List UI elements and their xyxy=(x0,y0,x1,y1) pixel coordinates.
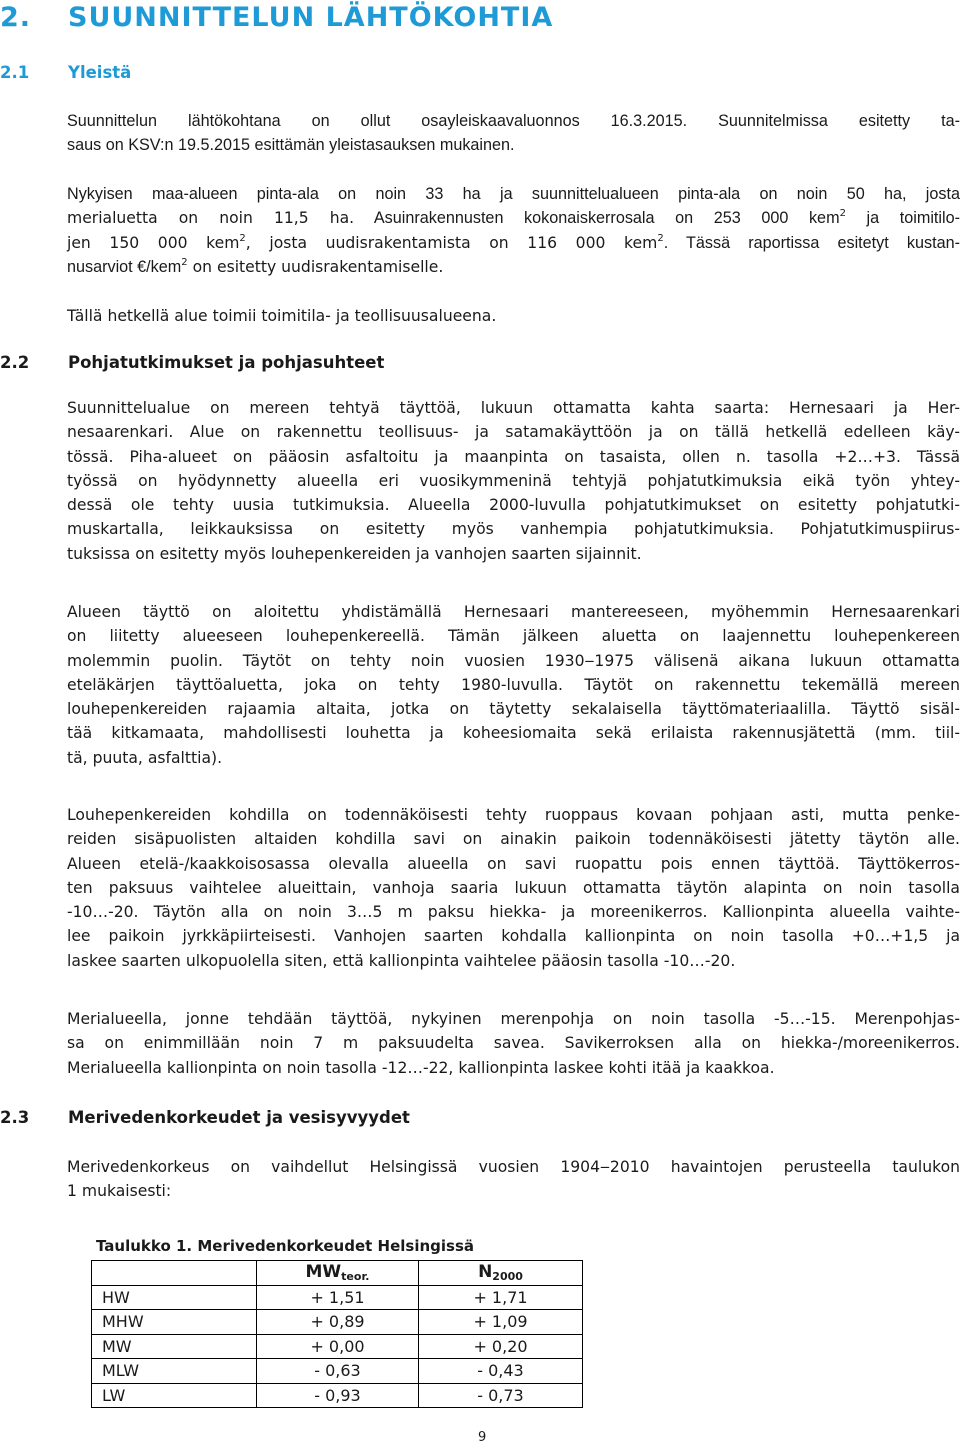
header-cell-empty xyxy=(92,1261,257,1286)
paragraph-2-1-2 xyxy=(67,182,960,279)
cell-n2000: - 0,43 xyxy=(419,1359,583,1384)
paragraph-2-2-4 xyxy=(67,1007,960,1080)
text-line: muskartalla, leikkauksissa on esitetty myös vanhempia pohjatutkimuksia. Pohjatutkimuspiirus- xyxy=(67,520,960,539)
text-line: Tällä hetkellä alue toimii toimitila- ja teollisuusalueena. xyxy=(67,307,497,325)
text-line: laskee saarten ulkopuolella siten, että kallionpinta vaihtelee pääosin tasolla -10…-20. xyxy=(67,951,736,970)
cell-n2000: + 1,09 xyxy=(419,1310,583,1335)
text-fragment: . Tässä raportissa esitetyt kustan- xyxy=(663,233,960,252)
row-label: MLW xyxy=(92,1359,257,1384)
chapter-title: SUUNNITTELUN LÄHTÖKOHTIA xyxy=(68,2,554,33)
text-line: Alueen täyttö on aloitettu yhdistämällä Hernesaari mantereeseen, myöhemmin Hernesaarenkari xyxy=(67,603,960,621)
superscript: 2 xyxy=(181,256,188,268)
page-number: 9 xyxy=(478,1430,487,1445)
cell-teor: - 0,63 xyxy=(257,1359,419,1384)
text-line: on liitetty alueeseen louhepenkereellä. Tämän jälkeen aluetta on laajennettu louhepenkereen xyxy=(67,627,960,646)
text-line: 1 mukaisesti: xyxy=(67,1182,172,1201)
text-fragment: nusarviot €/kem xyxy=(67,257,182,276)
paragraph-2-1-1 xyxy=(67,109,960,158)
section-number: 2.1 xyxy=(0,63,30,82)
paragraph-2-1-3 xyxy=(67,304,960,328)
cell-teor: - 0,93 xyxy=(257,1383,419,1408)
superscript: 2 xyxy=(657,232,664,244)
row-label: HW xyxy=(92,1285,257,1310)
text-fragment: merialuetta on noin 11,5 ha. xyxy=(67,209,355,228)
table-row xyxy=(92,1310,583,1335)
text-line: -10…-20. Täytön alla on noin 3…5 m paksu hiekka- ja moreenikerros. Kallionpinta alueella vaihte- xyxy=(67,903,960,922)
paragraph-2-2-1 xyxy=(67,396,960,566)
section-title: Pohjatutkimukset ja pohjasuhteet xyxy=(68,353,385,372)
table-header-row xyxy=(92,1261,583,1286)
cell-teor: + 0,89 xyxy=(257,1310,419,1335)
text-fragment: Asuinrakennusten kokonaiskerrosala on 253 000 kem xyxy=(354,209,840,228)
header-cell-mw-teor xyxy=(257,1261,419,1286)
table-row xyxy=(92,1334,583,1359)
section-heading-2-1 xyxy=(0,63,131,82)
paragraph-2-2-2 xyxy=(67,600,960,770)
text-line xyxy=(67,255,960,279)
table-row xyxy=(92,1383,583,1408)
text-line: Merialueella, jonne tehdään täyttöä, nykyinen merenpohja on noin tasolla -5…-15. Merenpohjas- xyxy=(67,1010,960,1028)
header-subscript: 2000 xyxy=(492,1270,523,1284)
header-subscript: teor. xyxy=(341,1270,370,1284)
text-line: tössä. Piha-alueet on pääosin asfaltoitu ja maanpinta on tasaista, ollen n. tasolla +2…+3. Tässä xyxy=(67,447,960,466)
text-line: sa on enimmillään noin 7 m paksuudelta savea. Savikerroksen alla on hiekka-/moreenikerros. xyxy=(67,1034,960,1053)
text-line: Nykyisen maa-alueen pinta-ala on noin 33 ha ja suunnittelualueen pinta-ala on noin 50 ha, josta xyxy=(67,185,960,203)
header-main: N xyxy=(478,1262,493,1283)
text-line: louhepenkereiden rajaamia altaita, jotka on täytetty sekalaisella täyttömateriaalilla. Täyttö sisäl- xyxy=(67,700,960,719)
text-line: nesaarenkari. Alue on rakennettu teollisuus- ja satamakäyttöön ja on tällä hetkellä edelleen käy- xyxy=(67,423,960,442)
superscript: 2 xyxy=(839,208,846,220)
section-number: 2.2 xyxy=(0,353,30,372)
superscript: 2 xyxy=(239,232,246,244)
chapter-heading xyxy=(0,2,553,33)
text-line: eteläkärjen täyttöaluetta, joka on tehty 1980-luvulla. Täytöt on rakennettu tekemällä mereen xyxy=(67,675,960,694)
text-fragment: on esitetty uudisrakentamiselle. xyxy=(187,257,444,276)
text-line: tä, puuta, asfalttia). xyxy=(67,748,223,767)
text-line: lee paikoin jyrkkäpiirteisesti. Vanhojen saarten kohdalla kallionpinta on noin tasolla +0…+1,5 ja xyxy=(67,927,960,946)
text-line: Suunnittelun lähtökohtana on ollut osayleiskaavaluonnos 16.3.2015. Suunnitelmissa esitetty ta- xyxy=(67,112,960,130)
cell-n2000: + 1,71 xyxy=(419,1285,583,1310)
paragraph-2-2-3 xyxy=(67,803,960,973)
section-number: 2.3 xyxy=(0,1108,30,1127)
text-line: molemmin puolin. Täytöt on tehty noin vuosien 1930‒1975 välisenä aikana lukuun ottamatta xyxy=(67,651,960,670)
row-label: MW xyxy=(92,1334,257,1359)
cell-n2000: - 0,73 xyxy=(419,1383,583,1408)
text-line: ten paksuus vaihtelee alueittain, vanhoja saaria lukuun ottamatta täytön alapinta on noin tasolla xyxy=(67,878,960,897)
text-line: reiden sisäpuolisten altaiden kohdilla savi on ainakin paikoin todennäköisesti jätetty täytön alle. xyxy=(67,830,960,849)
text-line xyxy=(67,206,960,230)
text-fragment: jen 150 000 kem xyxy=(67,233,240,252)
text-fragment: , josta uudisrakentamista on 116 000 kem xyxy=(245,233,658,252)
cell-teor: + 1,51 xyxy=(257,1285,419,1310)
table-caption: Taulukko 1. Merivedenkorkeudet Helsingissä xyxy=(96,1237,475,1255)
text-line: Merivedenkorkeus on vaihdellut Helsingissä vuosien 1904‒2010 havaintojen perusteella taulukon xyxy=(67,1158,960,1176)
section-title: Yleistä xyxy=(68,63,132,82)
row-label: LW xyxy=(92,1383,257,1408)
chapter-number: 2. xyxy=(0,2,32,33)
sea-level-table xyxy=(91,1260,583,1408)
header-cell-n2000 xyxy=(419,1261,583,1286)
text-line: tää kitkamaata, mahdollisesti louhetta ja koheesiomaita sekä erilaista rakennusjätettä (mm. tiil- xyxy=(67,724,960,743)
section-title: Merivedenkorkeudet ja vesisyvyydet xyxy=(68,1108,410,1127)
text-line xyxy=(67,231,960,255)
text-line: dessä ole tehty uusia tutkimuksia. Alueella 2000-luvulla pohjatutkimukset on esitetty pohjatutki- xyxy=(67,496,960,515)
row-label: MHW xyxy=(92,1310,257,1335)
text-line: Suunnittelualue on mereen tehtyä täyttöä, lukuun ottamatta kahta saarta: Hernesaari ja Her- xyxy=(67,399,960,417)
table-row xyxy=(92,1359,583,1384)
cell-n2000: + 0,20 xyxy=(419,1334,583,1359)
text-line: saus on KSV:n 19.5.2015 esittämän yleistasauksen mukainen. xyxy=(67,136,515,155)
text-line: tuksissa on esitetty myös louhepenkereiden ja vanhojen saarten sijainnit. xyxy=(67,544,642,563)
section-heading-2-2 xyxy=(0,353,384,372)
text-line: Louhepenkereiden kohdilla on todennäköisesti tehty ruoppaus kovaan pohjaan asti, mutta penke- xyxy=(67,806,960,824)
table-row xyxy=(92,1285,583,1310)
text-line: Alueen etelä-/kaakkoisosassa olevalla alueella on savi ruopattu pois ennen täyttöä. Täyttökerros- xyxy=(67,854,960,873)
header-main: MW xyxy=(305,1262,342,1283)
text-line: työssä on hyödynnetty alueella eri vuosikymmeninä tehtyjä pohjatutkimuksia eikä työn yhtey- xyxy=(67,471,960,490)
cell-teor: + 0,00 xyxy=(257,1334,419,1359)
paragraph-2-3-1 xyxy=(67,1155,960,1204)
section-heading-2-3 xyxy=(0,1108,410,1127)
text-line: Merialueella kallionpinta on noin tasolla -12…-22, kallionpinta laskee kohti itää ja kaakkoa. xyxy=(67,1058,775,1077)
text-fragment: ja toimitilo- xyxy=(845,209,960,228)
